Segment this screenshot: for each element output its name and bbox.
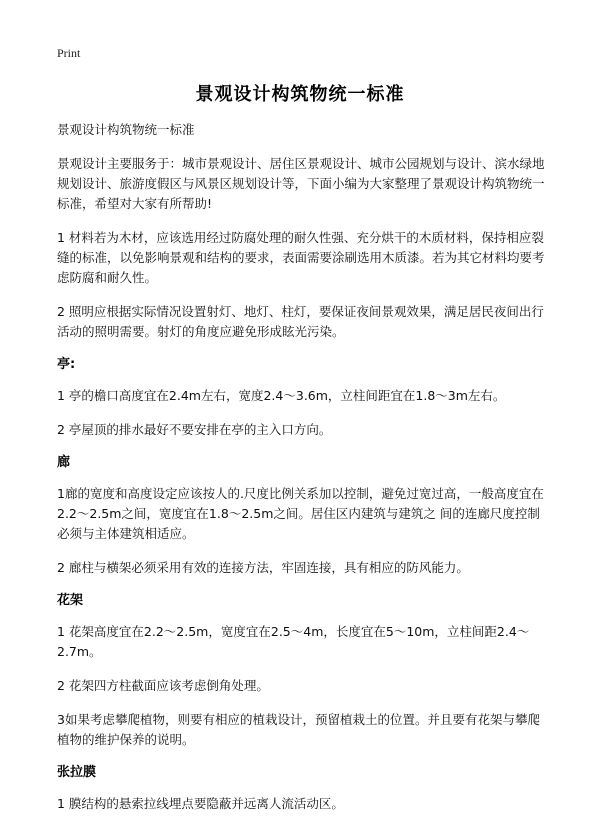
section-heading-huajia: 花架 bbox=[57, 593, 84, 608]
paragraph-huajia-1: 1 花架高度宜在2.2～2.5m，宽度宜在2.5～4m，长度宜在5～10m，立柱间距2.4～2.7m。 bbox=[57, 624, 530, 659]
paragraph-ting-2: 2 亭屋顶的排水最好不要安排在亭的主入口方向。 bbox=[57, 422, 332, 437]
section-heading-ting: 亭: bbox=[57, 357, 76, 372]
paragraph-material: 1 材料若为木材，应该选用经过防腐处理的耐久性强、充分烘干的木质材料，保持相应裂缝的标准，以免影响景观和结构的要求，表面需要涂刷选用木质漆。若为其它材料均要考虑防腐和耐久性。 bbox=[57, 230, 545, 285]
paragraph-lighting: 2 照明应根据实际情况设置射灯、地灯、柱灯，要保证夜间景观效果，满足居民夜间出行活动的照明需要。射灯的角度应避免形成眩光污染。 bbox=[57, 304, 544, 339]
paragraph-lang-1: 1廊的宽度和高度设定应该按人的.尺度比例关系加以控制，避免过宽过高，一般高度宜在2.2～2.5m之间，宽度宜在1.8～2.5m之间。居住区内建筑与建筑之 间的连廊尺度控制必须与主体建筑相适应。 bbox=[57, 486, 544, 541]
paragraph-ting-1: 1 亭的檐口高度宜在2.4m左右，宽度2.4～3.6m，立柱间距宜在1.8～3m左右。 bbox=[57, 388, 506, 403]
paragraph-huajia-3: 3如果考虑攀爬植物，则要有相应的植栽设计，预留植栽土的位置。并且要有花架与攀爬植物的维护保养的说明。 bbox=[57, 712, 540, 747]
section-heading-lang: 廊 bbox=[57, 455, 71, 470]
paragraph-huajia-2: 2 花架四方柱截面应该考虑倒角处理。 bbox=[57, 678, 269, 693]
page-title: 景观设计构筑物统一标准 bbox=[195, 84, 405, 105]
intro-paragraph: 景观设计主要服务于：城市景观设计、居住区景观设计、城市公园规划与设计、滨水绿地规划设计、旅游度假区与风景区规划设计等，下面小编为大家整理了景观设计构筑物统一标准，希望对大家有所帮助! bbox=[57, 156, 545, 211]
paragraph-zhanglamo-1: 1 膜结构的悬索拉线埋点要隐蔽并远离人流活动区。 bbox=[57, 796, 344, 811]
paragraph-lang-2: 2 廊柱与横架必须采用有效的连接方法，牢固连接，具有相应的防风能力。 bbox=[57, 560, 469, 575]
article-subtitle: 景观设计构筑物统一标准 bbox=[57, 122, 195, 137]
print-label: Print bbox=[57, 46, 81, 60]
article-body bbox=[57, 120, 547, 828]
section-heading-zhanglamo: 张拉膜 bbox=[57, 765, 97, 780]
